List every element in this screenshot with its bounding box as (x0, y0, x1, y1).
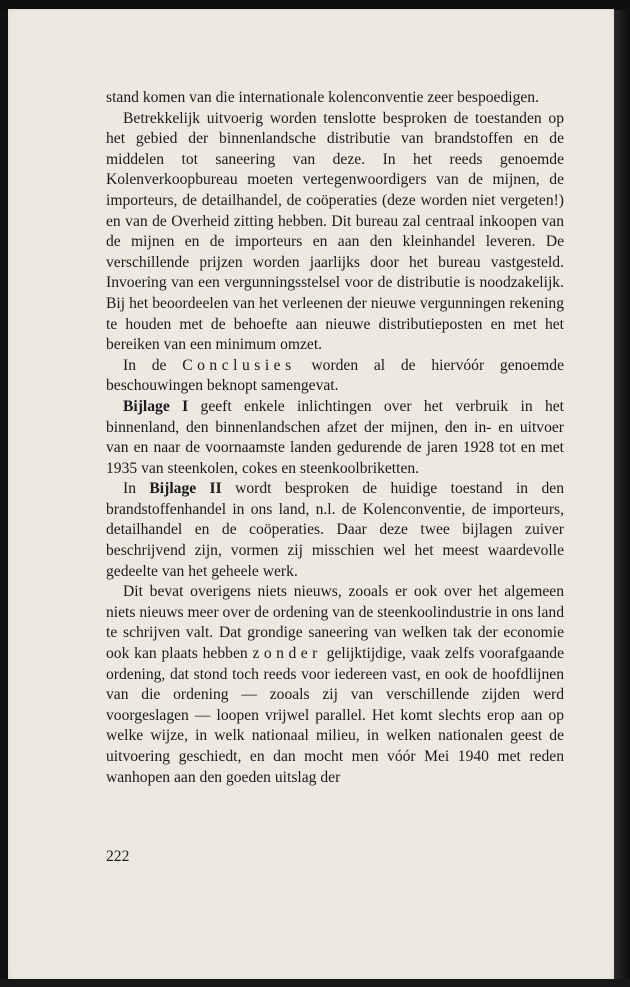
text-bold: Bijlage I (123, 397, 189, 415)
body-text (106, 88, 564, 788)
text-run: wordt besproken de huidige toestand in den brandstoffenhandel in ons land, n.l. de Kolenconventie, de importeurs, detailhandel en de coöperaties. Daar deze twee bijlagen zuiver beschrijvend zijn, vormen zij misschien wel het meest waardevolle gedeelte van het geheele werk. (106, 480, 565, 580)
scan-right-border (614, 10, 630, 987)
paragraph-p5 (106, 479, 564, 582)
text-run: Dit bevat overigens niets nieuws, zooals er ook over het algemeen niets nieuws meer over de ordening van de steenkoolindustrie in ons land te schrijven valt. Dat grondige saneering van welken tak der economie ook kan plaats hebben (106, 583, 564, 663)
text-spaced: Conclusies (182, 356, 296, 374)
paragraph-p1 (106, 88, 564, 109)
paragraph-p6 (106, 582, 564, 788)
text-spaced: zonder (252, 645, 322, 663)
text-run: gelijktijdige, vaak zelfs voorafgaande ordening, dat stond toch reeds voor iedereen vast, en ook de hoofdlijnen van die ordening — zooals zij van verschillende zijden werd voorgeslagen — loopen vrijwel parallel. Het komt slechts erop aan op welke wijze, in welk nationaal milieu, in welken nationalen geest de uitvoering geschiedt, en dan mocht men vóór Mei 1940 met reden wanhopen aan den goeden uitslag der (106, 645, 565, 786)
text-run: worden al de hiervóór genoemde beschouwingen beknopt samengevat. (106, 356, 564, 395)
text-run: In de (123, 356, 183, 374)
page-number: 222 (106, 848, 130, 865)
paragraph-p3 (106, 356, 564, 397)
text-run: In (123, 480, 150, 498)
text-run: geeft enkele inlichtingen over het verbruik in het binnenland, den binnenlandschen afzet der mijnen, den in- en uitvoer van en naar de voornaamste landen gedurende de jaren 1928 tot en met 1935 van steenkolen, cokes en steenkoolbriketten. (106, 397, 564, 477)
text-bold: Bijlage II (149, 480, 222, 498)
scan-bottom-border (0, 979, 630, 987)
text-run: stand komen van die internationale kolenconventie zeer bespoedigen. (106, 89, 540, 106)
paragraph-p2 (106, 109, 564, 356)
paragraph-p4 (106, 397, 564, 479)
text-run: Betrekkelijk uitvoerig worden tenslotte besproken de toestanden op het gebied der binnenlandsche distributie van brandstoffen en de middelen tot saneering van deze. In het reeds genoemde Kolenverkoopbureau moeten vertegenwoordigers van de mijnen, de importeurs, de detailhandel, de coöperaties (deze worden niet vergeten!) en van de Overheid zitting hebben. Dit bureau zal centraal inkoopen van de mijnen en de importeurs en aan den kleinhandel leveren. De verschillende prijzen worden jaarlijks door het bureau vastgesteld. Invoering van een vergunningsstelsel voor de distributie is noodzakelijk. Bij het beoordeelen van het verleenen der nieuwe vergunningen rekening te houden met de behoefte aan nieuwe distributieposten en met het bereiken van een minimum omzet. (106, 109, 564, 354)
